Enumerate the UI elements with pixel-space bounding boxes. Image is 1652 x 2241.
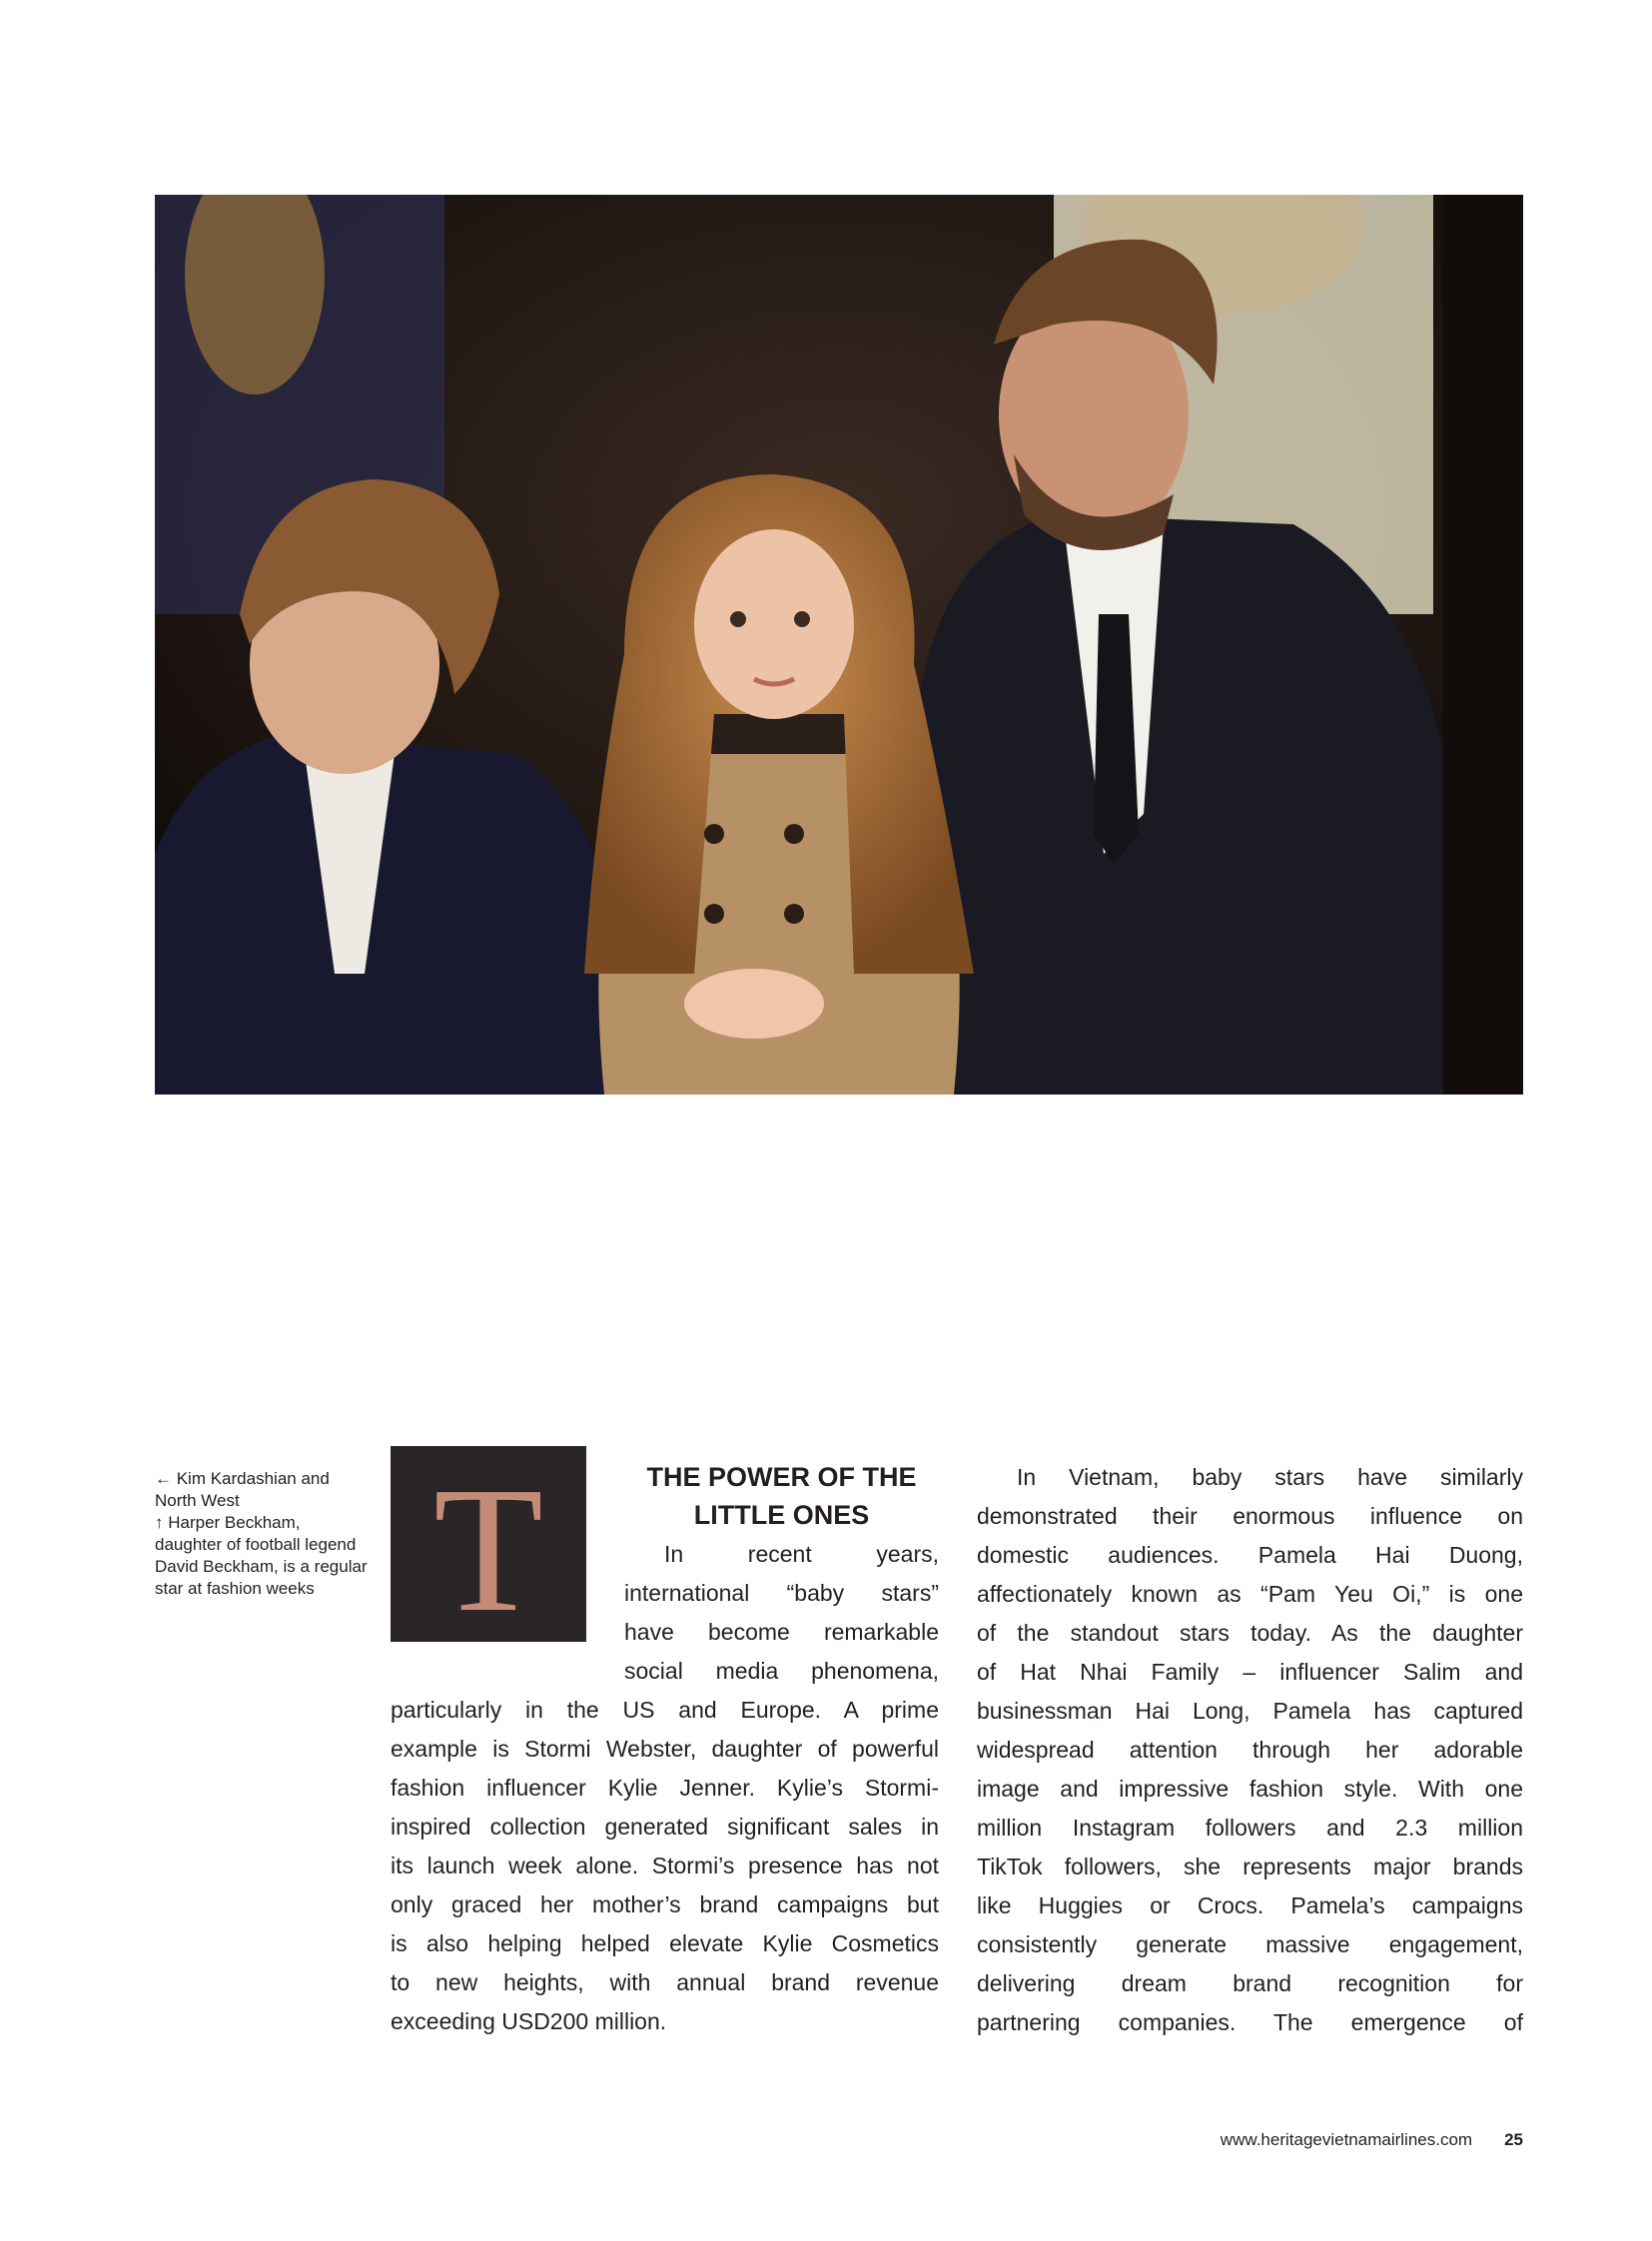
caption-line-1: ← Kim Kardashian and North West [155, 1469, 330, 1510]
body-line: In Vietnam, baby stars have similarly [1017, 1464, 1523, 1490]
feature-photo [155, 195, 1523, 1095]
body-line: TikTok followers, she represents major brands [977, 1854, 1523, 1879]
body-line: affectionately known as “Pam Yeu Oi,” is one [977, 1581, 1523, 1607]
page-footer [1221, 2130, 1523, 2150]
page-number: 25 [1504, 2130, 1523, 2149]
body-line: like Huggies or Crocs. Pamela’s campaigns [977, 1892, 1523, 1918]
body-line: demonstrated their enormous influence on [977, 1503, 1523, 1529]
drop-cap [391, 1446, 586, 1649]
body-line: fashion influencer Kylie Jenner. Kylie’s Stormi- [391, 1775, 939, 1801]
body-line: image and impressive fashion style. With one [977, 1776, 1523, 1802]
body-line: widespread attention through her adorable [977, 1737, 1523, 1763]
article-headline [624, 1458, 939, 1534]
body-line: particularly in the US and Europe. A prime [391, 1697, 939, 1723]
body-line: have become remarkable [624, 1619, 939, 1645]
body-line: of the standout stars today. As the daughter [977, 1620, 1523, 1646]
photo-illustration [155, 195, 1523, 1095]
body-line: consistently generate massive engagement, [977, 1931, 1523, 1957]
body-line: million Instagram followers and 2.3 million [977, 1815, 1523, 1841]
body-line: example is Stormi Webster, daughter of powerful [391, 1736, 939, 1762]
body-line: inspired collection generated significant sales in [391, 1814, 939, 1840]
caption-line-2: ↑ Harper Beckham, daughter of football legend David Beckham, is a regular star at fashion weeks [155, 1513, 368, 1598]
body-line: only graced her mother’s brand campaigns but [391, 1891, 939, 1917]
photo-caption [155, 1468, 370, 1600]
column-2-body [977, 1458, 1523, 2042]
body-line: In recent years, [664, 1541, 939, 1567]
headline-line-2: LITTLE ONES [693, 1500, 870, 1530]
body-line: is also helping helped elevate Kylie Cosmetics [391, 1930, 939, 1956]
body-line: its launch week alone. Stormi’s presence has not [391, 1853, 939, 1878]
drop-cap-letter: T [433, 1450, 543, 1649]
body-line: businessman Hai Long, Pamela has captured [977, 1698, 1523, 1724]
footer-url[interactable]: www.heritagevietnamairlines.com [1220, 2130, 1473, 2149]
column-1-intro [624, 1535, 939, 1691]
headline-line-1: THE POWER OF THE [646, 1462, 917, 1492]
body-line: to new heights, with annual brand revenue [391, 1969, 939, 1995]
body-line: of Hat Nhai Family – influencer Salim and [977, 1659, 1523, 1685]
body-line: exceeding USD200 million. [391, 2008, 667, 2034]
body-line: international “baby stars” [624, 1580, 939, 1606]
body-line: domestic audiences. Pamela Hai Duong, [977, 1542, 1523, 1568]
body-line: social media phenomena, [624, 1658, 939, 1684]
body-line: delivering dream brand recognition for [977, 1970, 1523, 1996]
body-line: partnering companies. The emergence of [977, 2009, 1523, 2035]
column-1-body [391, 1691, 939, 2041]
